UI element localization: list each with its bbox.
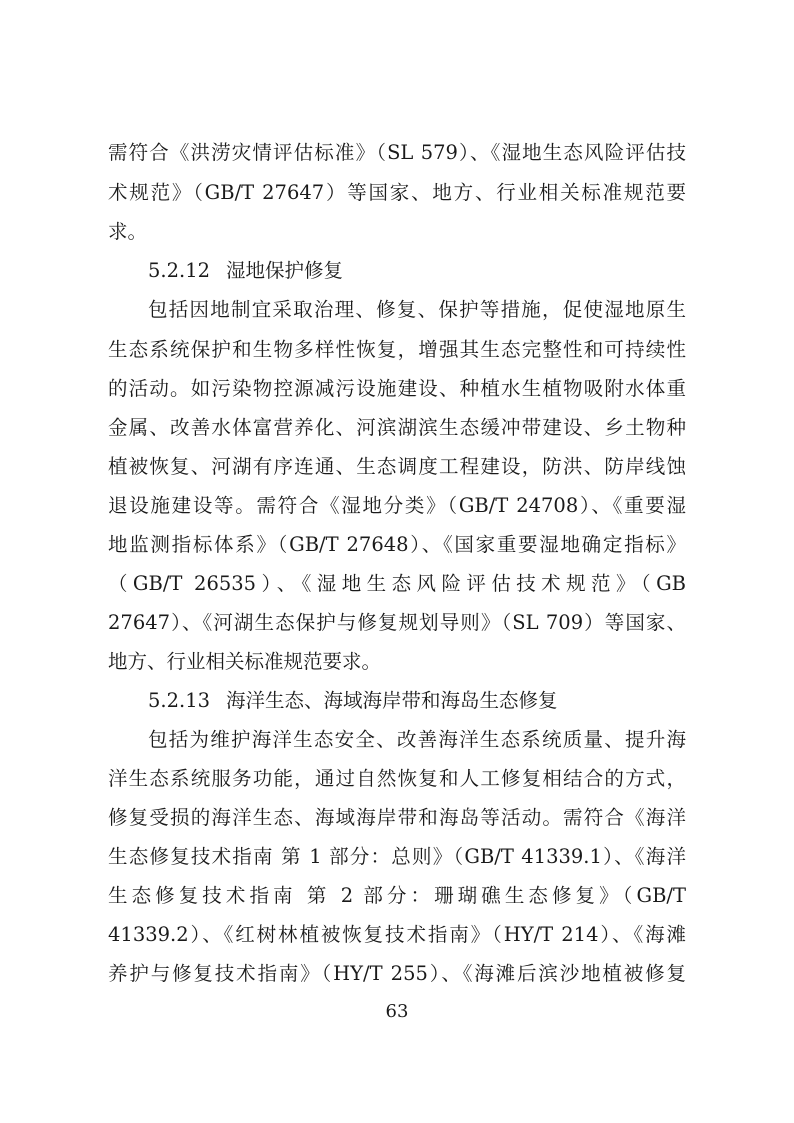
s12-line-10: 地方、行业相关标准规范要求。 [108,650,382,673]
intro-line-2: 术规范》（GB/T 27647）等国家、地方、行业相关标准规范要 [108,181,686,204]
s12-line-1: 包括因地制宜采取治理、修复、保护等措施，促使湿地原生 [148,298,686,321]
section-title: 海洋生态、海域海岸带和海岛生态修复 [226,689,558,712]
s13-line-5: 生态修复技术指南 第 2 部分：珊瑚礁生态修复》（GB/T [108,884,686,907]
s12-line-2: 生态系统保护和生物多样性恢复，增强其生态完整性和可持续性 [108,338,686,361]
s13-line-1: 包括为维护海洋生态安全、改善海洋生态系统质量、提升海 [148,728,686,751]
intro-line-3: 求。 [108,220,148,243]
s13-line-6: 41339.2）、《红树林植被恢复技术指南》（HY/T 214）、《海滩 [108,923,686,946]
intro-line-1: 需符合《洪涝灾情评估标准》（SL 579）、《湿地生态风险评估技 [108,141,686,164]
s12-line-9: 27647）、《河湖生态保护与修复规划导则》（SL 709）等国家、 [108,611,686,634]
s13-line-3: 修复受损的海洋生态、海域海岸带和海岛等活动。需符合《海洋 [108,806,686,829]
section-number: 5.2.12 [148,259,211,282]
section-heading-5-2-13 [148,688,558,714]
s12-line-8: （GB/T 26535）、《湿地生态风险评估技术规范》（GB [108,572,686,595]
section-number: 5.2.13 [148,689,211,712]
s13-line-7: 养护与修复技术指南》（HY/T 255）、《海滩后滨沙地植被修复 [108,962,686,985]
s12-line-6: 退设施建设等。需符合《湿地分类》（GB/T 24708）、《重要湿 [108,494,686,517]
section-title: 湿地保护修复 [226,259,344,282]
s12-line-3: 的活动。如污染物控源减污设施建设、种植水生植物吸附水体重 [108,377,686,400]
s13-line-4: 生态修复技术指南 第 1 部分：总则》（GB/T 41339.1）、《海洋 [108,845,686,868]
s12-line-7: 地监测指标体系》（GB/T 27648）、《国家重要湿地确定指标》 [108,533,686,556]
s13-line-2: 洋生态系统服务功能，通过自然恢复和人工修复相结合的方式， [108,767,686,790]
page-number: 63 [385,1001,409,1022]
s12-line-5: 植被恢复、河湖有序连通、生态调度工程建设，防洪、防岸线蚀 [108,455,686,478]
s12-line-4: 金属、改善水体富营养化、河滨湖滨生态缓冲带建设、乡土物种 [108,416,686,439]
section-heading-5-2-12 [148,258,343,284]
